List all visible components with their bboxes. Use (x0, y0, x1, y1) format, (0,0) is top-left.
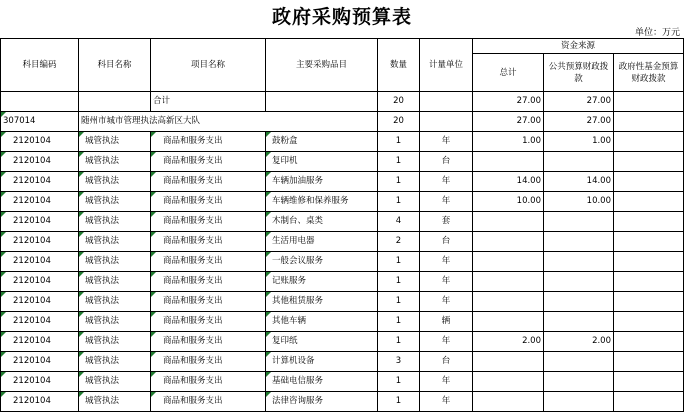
gov-fund-cell (614, 312, 684, 332)
total-cell (473, 212, 544, 232)
header-subject-name: 科目名称 (79, 39, 151, 92)
unit-cell: 辆 (420, 312, 473, 332)
public-budget-cell (544, 252, 614, 272)
total-cell (473, 272, 544, 292)
item-cell: 车辆维修和保养服务 (266, 192, 378, 212)
unit-quantity: 20 (378, 112, 420, 132)
gov-fund-cell (614, 232, 684, 252)
summary-label: 合计 (151, 92, 266, 112)
table-row (1, 332, 684, 352)
project-name-cell: 商品和服务支出 (151, 392, 266, 412)
public-budget-cell (544, 152, 614, 172)
item-cell: 记账服务 (266, 272, 378, 292)
header-unit-of-measure: 计量单位 (420, 39, 473, 92)
budget-table (0, 38, 684, 412)
gov-fund-cell (614, 172, 684, 192)
table-row (1, 132, 684, 152)
unit-cell: 年 (420, 332, 473, 352)
summary-public-budget: 27.00 (544, 92, 614, 112)
subject-name-cell: 城管执法 (79, 132, 151, 152)
table-row (1, 212, 684, 232)
public-budget-cell (544, 292, 614, 312)
table-row (1, 172, 684, 192)
public-budget-cell: 2.00 (544, 332, 614, 352)
quantity-cell: 1 (378, 312, 420, 332)
subject-code-cell: 2120104 (1, 172, 79, 192)
subject-name-cell: 城管执法 (79, 192, 151, 212)
item-cell: 复印纸 (266, 332, 378, 352)
quantity-cell: 1 (378, 172, 420, 192)
subject-name-cell: 城管执法 (79, 392, 151, 412)
gov-fund-cell (614, 252, 684, 272)
item-cell: 木制台、桌类 (266, 212, 378, 232)
project-name-cell: 商品和服务支出 (151, 172, 266, 192)
unit-total: 27.00 (473, 112, 544, 132)
item-cell: 鼓粉盒 (266, 132, 378, 152)
unit-public-budget: 27.00 (544, 112, 614, 132)
quantity-cell: 1 (378, 332, 420, 352)
public-budget-cell (544, 232, 614, 252)
subject-name-cell: 城管执法 (79, 292, 151, 312)
item-cell: 法律咨询服务 (266, 392, 378, 412)
unit-cell: 年 (420, 252, 473, 272)
total-cell (473, 232, 544, 252)
unit-cell: 套 (420, 212, 473, 232)
subject-code-cell: 2120104 (1, 252, 79, 272)
gov-fund-cell (614, 192, 684, 212)
unit-code: 307014 (1, 112, 79, 132)
subject-name-cell: 城管执法 (79, 212, 151, 232)
public-budget-cell (544, 272, 614, 292)
unit-cell: 台 (420, 352, 473, 372)
total-cell (473, 352, 544, 372)
subject-code-cell: 2120104 (1, 272, 79, 292)
unit-name: 随州市城市管理执法高新区大队 (79, 112, 378, 132)
unit-cell: 年 (420, 292, 473, 312)
header-main-items: 主要采购品目 (266, 39, 378, 92)
gov-fund-cell (614, 292, 684, 312)
subject-code-cell: 2120104 (1, 312, 79, 332)
table-row (1, 152, 684, 172)
project-name-cell: 商品和服务支出 (151, 272, 266, 292)
table-row (1, 352, 684, 372)
quantity-cell: 1 (378, 192, 420, 212)
table-row (1, 312, 684, 332)
quantity-cell: 2 (378, 232, 420, 252)
project-name-cell: 商品和服务支出 (151, 372, 266, 392)
item-cell: 一般会议服务 (266, 252, 378, 272)
page-title: 政府采购预算表 (271, 6, 412, 28)
project-name-cell: 商品和服务支出 (151, 192, 266, 212)
subject-name-cell: 城管执法 (79, 252, 151, 272)
table-row (1, 192, 684, 212)
unit-label: 单位：万元 (634, 28, 680, 38)
subject-code-cell: 2120104 (1, 332, 79, 352)
header-total: 总计 (473, 54, 544, 92)
subject-name-cell: 城管执法 (79, 332, 151, 352)
item-cell: 其他车辆 (266, 312, 378, 332)
quantity-cell: 1 (378, 252, 420, 272)
unit-cell: 年 (420, 132, 473, 152)
project-name-cell: 商品和服务支出 (151, 132, 266, 152)
project-name-cell: 商品和服务支出 (151, 252, 266, 272)
unit-cell: 年 (420, 372, 473, 392)
total-cell (473, 252, 544, 272)
project-name-cell: 商品和服务支出 (151, 232, 266, 252)
subject-name-cell: 城管执法 (79, 272, 151, 292)
gov-fund-cell (614, 372, 684, 392)
subject-name-cell: 城管执法 (79, 372, 151, 392)
public-budget-cell (544, 312, 614, 332)
unit-cell: 年 (420, 272, 473, 292)
gov-fund-cell (614, 212, 684, 232)
table-body (1, 92, 684, 412)
subject-name-cell: 城管执法 (79, 152, 151, 172)
public-budget-cell: 10.00 (544, 192, 614, 212)
subject-name-cell: 城管执法 (79, 172, 151, 192)
total-cell: 1.00 (473, 132, 544, 152)
subject-name-cell: 城管执法 (79, 312, 151, 332)
public-budget-cell: 1.00 (544, 132, 614, 152)
table-row (1, 272, 684, 292)
public-budget-cell (544, 212, 614, 232)
quantity-cell: 1 (378, 152, 420, 172)
item-cell: 其他租赁服务 (266, 292, 378, 312)
table-row (1, 252, 684, 272)
quantity-cell: 1 (378, 272, 420, 292)
item-cell: 车辆加油服务 (266, 172, 378, 192)
subject-code-cell: 2120104 (1, 212, 79, 232)
subject-code-cell: 2120104 (1, 192, 79, 212)
total-cell (473, 312, 544, 332)
project-name-cell: 商品和服务支出 (151, 332, 266, 352)
public-budget-cell (544, 372, 614, 392)
total-cell (473, 292, 544, 312)
subject-code-cell: 2120104 (1, 232, 79, 252)
header-gov-fund: 政府性基金预算财政拨款 (614, 54, 684, 92)
header-subject-code: 科目编码 (1, 39, 79, 92)
total-cell (473, 392, 544, 412)
header-project-name: 项目名称 (151, 39, 266, 92)
table-row (1, 392, 684, 412)
subject-code-cell: 2120104 (1, 152, 79, 172)
project-name-cell: 商品和服务支出 (151, 212, 266, 232)
header-fund-source: 资金来源 (473, 39, 684, 54)
project-name-cell: 商品和服务支出 (151, 152, 266, 172)
total-cell (473, 152, 544, 172)
table-row (1, 232, 684, 252)
unit-cell: 年 (420, 392, 473, 412)
unit-cell: 年 (420, 172, 473, 192)
quantity-cell: 1 (378, 372, 420, 392)
gov-fund-cell (614, 332, 684, 352)
quantity-cell: 1 (378, 132, 420, 152)
unit-cell: 台 (420, 232, 473, 252)
total-cell: 10.00 (473, 192, 544, 212)
subject-name-cell: 城管执法 (79, 352, 151, 372)
gov-fund-cell (614, 152, 684, 172)
total-cell: 14.00 (473, 172, 544, 192)
gov-fund-cell (614, 272, 684, 292)
subject-name-cell: 城管执法 (79, 232, 151, 252)
header-quantity: 数量 (378, 39, 420, 92)
public-budget-cell (544, 392, 614, 412)
unit-row (1, 112, 684, 132)
quantity-cell: 3 (378, 352, 420, 372)
unit-cell: 台 (420, 152, 473, 172)
project-name-cell: 商品和服务支出 (151, 292, 266, 312)
item-cell: 计算机设备 (266, 352, 378, 372)
gov-fund-cell (614, 392, 684, 412)
subject-code-cell: 2120104 (1, 132, 79, 152)
subject-code-cell: 2120104 (1, 392, 79, 412)
summary-total: 27.00 (473, 92, 544, 112)
total-cell (473, 372, 544, 392)
item-cell: 基础电信服务 (266, 372, 378, 392)
quantity-cell: 4 (378, 212, 420, 232)
total-cell: 2.00 (473, 332, 544, 352)
project-name-cell: 商品和服务支出 (151, 312, 266, 332)
item-cell: 生活用电器 (266, 232, 378, 252)
subject-code-cell: 2120104 (1, 352, 79, 372)
unit-cell: 年 (420, 192, 473, 212)
table-row (1, 372, 684, 392)
summary-row (1, 92, 684, 112)
quantity-cell: 1 (378, 392, 420, 412)
gov-fund-cell (614, 132, 684, 152)
table-header (1, 39, 684, 92)
public-budget-cell (544, 352, 614, 372)
table-row (1, 292, 684, 312)
public-budget-cell: 14.00 (544, 172, 614, 192)
header-public-budget: 公共预算财政拨款 (544, 54, 614, 92)
item-cell: 复印机 (266, 152, 378, 172)
subject-code-cell: 2120104 (1, 292, 79, 312)
subject-code-cell: 2120104 (1, 372, 79, 392)
gov-fund-cell (614, 352, 684, 372)
project-name-cell: 商品和服务支出 (151, 352, 266, 372)
quantity-cell: 1 (378, 292, 420, 312)
summary-quantity: 20 (378, 92, 420, 112)
